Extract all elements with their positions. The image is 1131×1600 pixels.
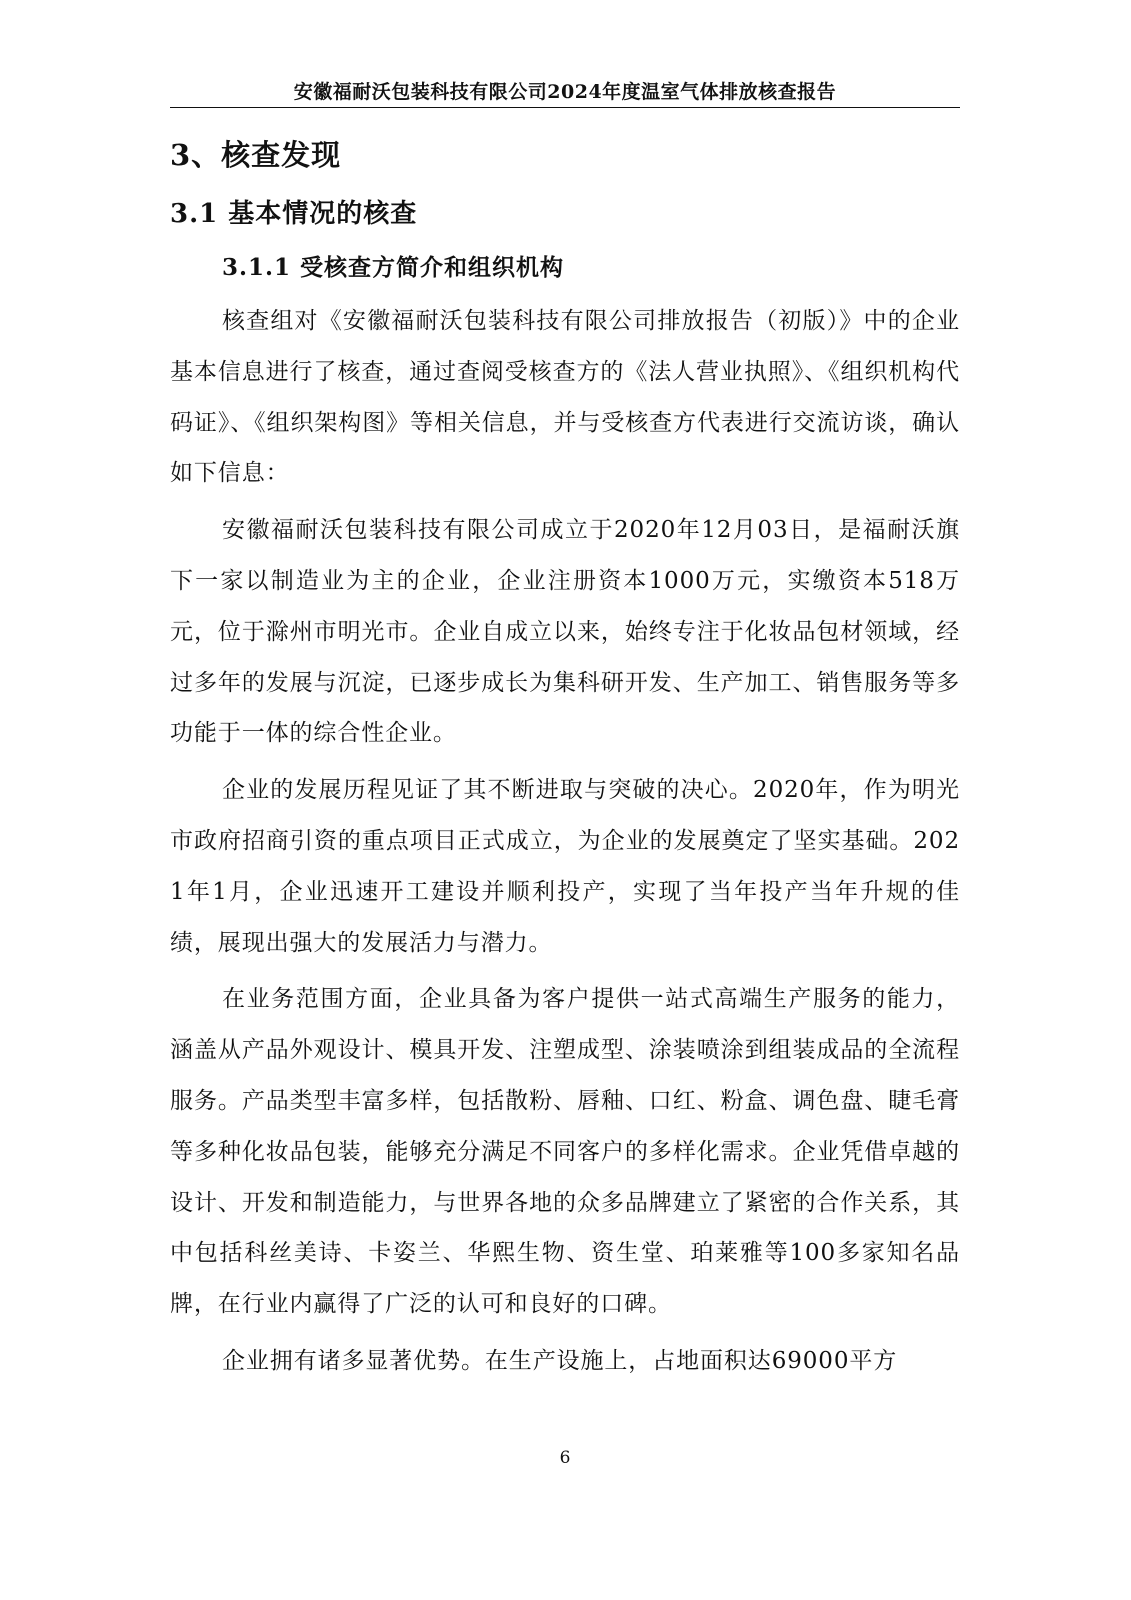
subsection-heading: 3.1 基本情况的核查 [170, 199, 418, 229]
paragraph-verification-intro: 核查组对《安徽福耐沃包装科技有限公司排放报告（初版）》中的企业基本信息进行了核查，通过查阅受核查方的《法人营业执照》、《组织机构代码证》、《组织架构图》等相关信息，并与受核查方代表进行交流访谈，确认如下信息： [170, 308, 960, 487]
subsubsection-heading: 3.1.1 受核查方简介和组织机构 [222, 254, 565, 281]
running-header: 安徽福耐沃包装科技有限公司2024年度温室气体排放核查报告 [293, 81, 837, 103]
page-number: 6 [559, 1448, 571, 1468]
section-heading: 3、核查发现 [170, 138, 342, 172]
paragraph-history: 企业的发展历程见证了其不断进取与突破的决心。2020年，作为明光市政府招商引资的重点项目正式成立，为企业的发展奠定了坚实基础。2021年1月，企业迅速开工建设并顺利投产，实现了当年投产当年升规的佳绩，展现出强大的发展活力与潜力。 [170, 777, 960, 956]
paragraph-business-scope: 在业务范围方面，企业具备为客户提供一站式高端生产服务的能力，涵盖从产品外观设计、模具开发、注塑成型、涂装喷涂到组装成品的全流程服务。产品类型丰富多样，包括散粉、唇釉、口红、粉盒、调色盘、睫毛膏等多种化妆品包装，能够充分满足不同客户的多样化需求。企业凭借卓越的设计、开发和制造能力，与世界各地的众多品牌建立了紧密的合作关系，其中包括科丝美诗、卡姿兰、华熙生物、资生堂、珀莱雅等100多家知名品牌，在行业内赢得了广泛的认可和良好的口碑。 [170, 986, 960, 1318]
paragraph-advantages: 企业拥有诸多显著优势。在生产设施上，占地面积达69000平方 [222, 1347, 898, 1374]
page-content [170, 130, 960, 1387]
paragraph-company-profile: 安徽福耐沃包装科技有限公司成立于2020年12月03日，是福耐沃旗下一家以制造业为主的企业，企业注册资本1000万元，实缴资本518万元，位于滁州市明光市。企业自成立以来，始终专注于化妆品包材领域，经过多年的发展与沉淀，已逐步成长为集科研开发、生产加工、销售服务等多功能于一体的综合性企业。 [170, 517, 960, 747]
header-rule [170, 107, 960, 108]
